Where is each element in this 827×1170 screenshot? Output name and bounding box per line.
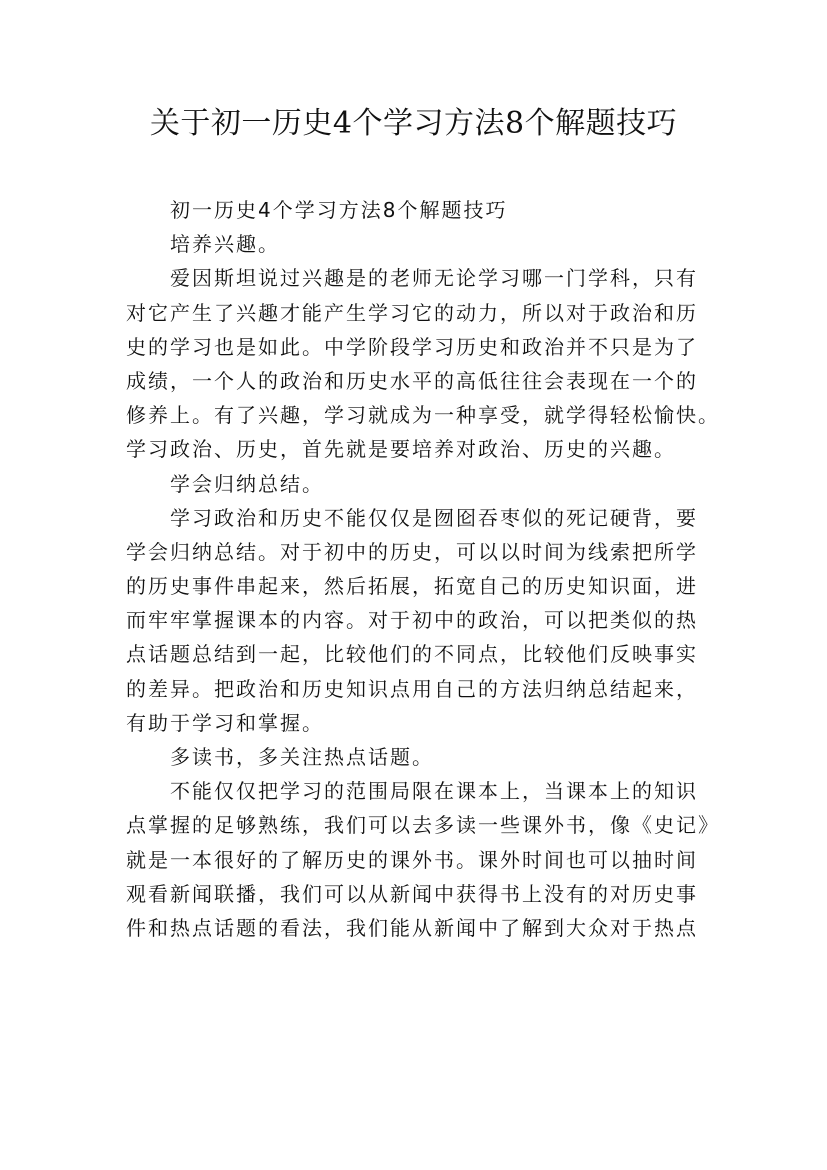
paragraph-line: 成绩，一个人的政治和历史水平的高低往往会表现在一个的 <box>126 368 698 393</box>
paragraph-line: 件和热点话题的看法，我们能从新闻中了解到大众对于热点 <box>126 915 698 940</box>
paragraph-line: 修养上。有了兴趣，学习就成为一种享受，就学得轻松愉快。 <box>126 403 720 428</box>
paragraph-line: 学会归纳总结。对于初中的历史，可以以时间为线索把所学 <box>126 539 698 564</box>
paragraph-line: 观看新闻联播，我们可以从新闻中获得书上没有的对历史事 <box>126 881 698 906</box>
paragraph-line: 初一历史4个学习方法8个解题技巧 <box>170 198 508 222</box>
paragraph-line: 的差异。把政治和历史知识点用自己的方法归纳总结起来， <box>126 676 698 701</box>
paragraph-line: 点掌握的足够熟练，我们可以去多读一些课外书，像《史记》 <box>126 813 720 838</box>
paragraph-line: 对它产生了兴趣才能产生学习它的动力，所以对于政治和历 <box>126 300 698 325</box>
paragraph-line: 学习政治、历史，首先就是要培养对政治、历史的兴趣。 <box>126 437 676 462</box>
section-heading: 学会归纳总结。 <box>170 471 324 496</box>
paragraph-line: 而牢牢掌握课本的内容。对于初中的政治，可以把类似的热 <box>126 608 698 633</box>
section-heading: 培养兴趣。 <box>170 232 280 257</box>
paragraph-line: 学习政治和历史不能仅仅是囫囵吞枣似的死记硬背，要 <box>170 505 698 530</box>
paragraph-line: 史的学习也是如此。中学阶段学习历史和政治并不只是为了 <box>126 334 698 359</box>
paragraph-line: 爱因斯坦说过兴趣是的老师无论学习哪一门学科，只有 <box>170 266 698 291</box>
paragraph-line: 就是一本很好的了解历史的课外书。课外时间也可以抽时间 <box>126 847 698 872</box>
paragraph-line: 有助于学习和掌握。 <box>126 710 324 735</box>
document-body <box>126 193 720 945</box>
paragraph-line: 的历史事件串起来，然后拓展，拓宽自己的历史知识面，进 <box>126 574 698 599</box>
paragraph-line: 点话题总结到一起，比较他们的不同点，比较他们反映事实 <box>126 642 698 667</box>
section-heading: 多读书，多关注热点话题。 <box>170 745 434 769</box>
document-title: 关于初一历史4个学习方法8个解题技巧 <box>149 106 678 141</box>
paragraph-line: 不能仅仅把学习的范围局限在课本上，当课本上的知识 <box>170 779 698 804</box>
